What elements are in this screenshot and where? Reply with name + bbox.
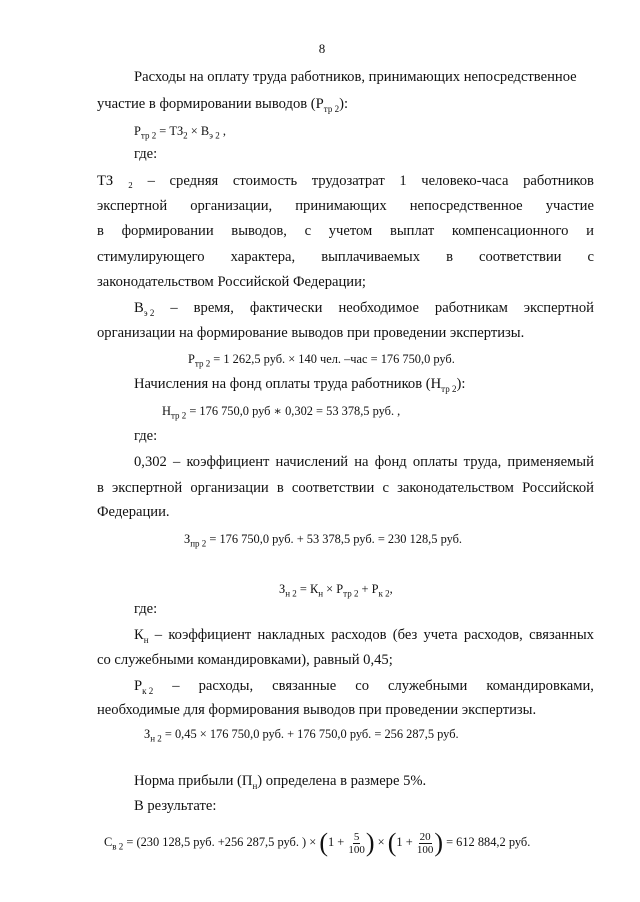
paragraph-3: Начисления на фонд оплаты труда работников $(Н_{тр 2})$: <box>134 376 466 394</box>
definition-tz2-line-1: ТЗ ₂ – средняя стоимость трудозатрат 1 человеко-часа работников <box>97 173 594 189</box>
definition-rk2-line-2: необходимые для формирования выводов при проведении экспертизы. <box>97 702 537 718</box>
formula-5: $З_{н 2} = К_н \times Р_{тр 2} + Р_{к 2}$, <box>279 582 393 599</box>
where-label-3: где: <box>134 601 158 617</box>
formula-3: $Н_{тр 2} = 176$ 750,0 руб ∗ 0,302 = 53 378,5 руб. , <box>162 404 401 421</box>
formula-4: $З_{пр 2} = 176$ 750,0 руб. + 53 378,5 руб. = 230 128,5 руб. <box>184 532 463 549</box>
definition-ve2-line-2: организации на формирование выводов при проведении экспертизы. <box>97 325 525 341</box>
paragraph-profit: Норма прибыли $(П_н)$ определена в размере 5%. <box>134 773 427 791</box>
paragraph-1-line-2: участие в формировании выводов $(Р_{тр 2})$: <box>97 96 348 114</box>
definition-kn-line-1: $К_н$ – коэффициент накладных расходов (без учета расходов, связанных <box>134 627 594 645</box>
definition-tz2-line-3: в формировании выводов, с учетом выплат компенсационного и <box>97 223 594 239</box>
definition-coef-line-3: Федерации. <box>97 504 170 520</box>
where-label-1: где: <box>134 146 158 162</box>
definition-coef-line-2: в экспертной организации в соответствии с законодательством Российской <box>97 480 594 496</box>
definition-tz2-line-2: экспертной организации, принимающих непосредственное участие <box>97 198 594 214</box>
formula-2: $Р_{тр 2} = 1$ 262,5 руб. × 140 чел. –час = 176 750,0 руб. <box>188 352 455 369</box>
formula-final: $С_{в 2} = (230$ 128,5 руб. +256 287,5 руб. ) × (1 + $\frac{5}{100}$ ) × (1 + $\frac{20}{100}$ ) = 612 884,2 руб. <box>104 828 531 858</box>
definition-tz2-line-5: законодательством Российской Федерации; <box>97 274 366 290</box>
definition-coef-line-1: 0,302 – коэффициент начислений на фонд оплаты труда, применяемый <box>134 454 594 470</box>
fraction-20-100: $\frac{20}{100}$ <box>416 830 434 856</box>
definition-kn-line-2: со служебными командировками), равный 0,45; <box>97 652 393 668</box>
definition-tz2-line-4: стимулирующего характера, выплачиваемых в соответствии с <box>97 249 594 265</box>
definition-rk2-line-1: $Р_{к 2}$ – расходы, связанные со служебными командировками, <box>134 678 594 696</box>
where-label-2: где: <box>134 428 158 444</box>
definition-ve2-line-1: $В_{э 2}$ – время, фактически необходимое работникам экспертной <box>134 300 594 318</box>
formula-6: $З_{н 2} = 0,45 \times 176$ 750,0 руб. + 176 750,0 руб. = 256 287,5 руб. <box>144 727 459 744</box>
page-number: 8 <box>318 41 326 56</box>
paragraph-result: В результате: <box>134 798 217 814</box>
fraction-5-100: $\frac{5}{100}$ <box>348 830 365 856</box>
paragraph-1-line-1: Расходы на оплату труда работников, принимающих непосредственное <box>134 69 577 85</box>
formula-1: $Р_{тр 2} = ТЗ_2 \times В_{э 2}$ , <box>134 124 226 141</box>
